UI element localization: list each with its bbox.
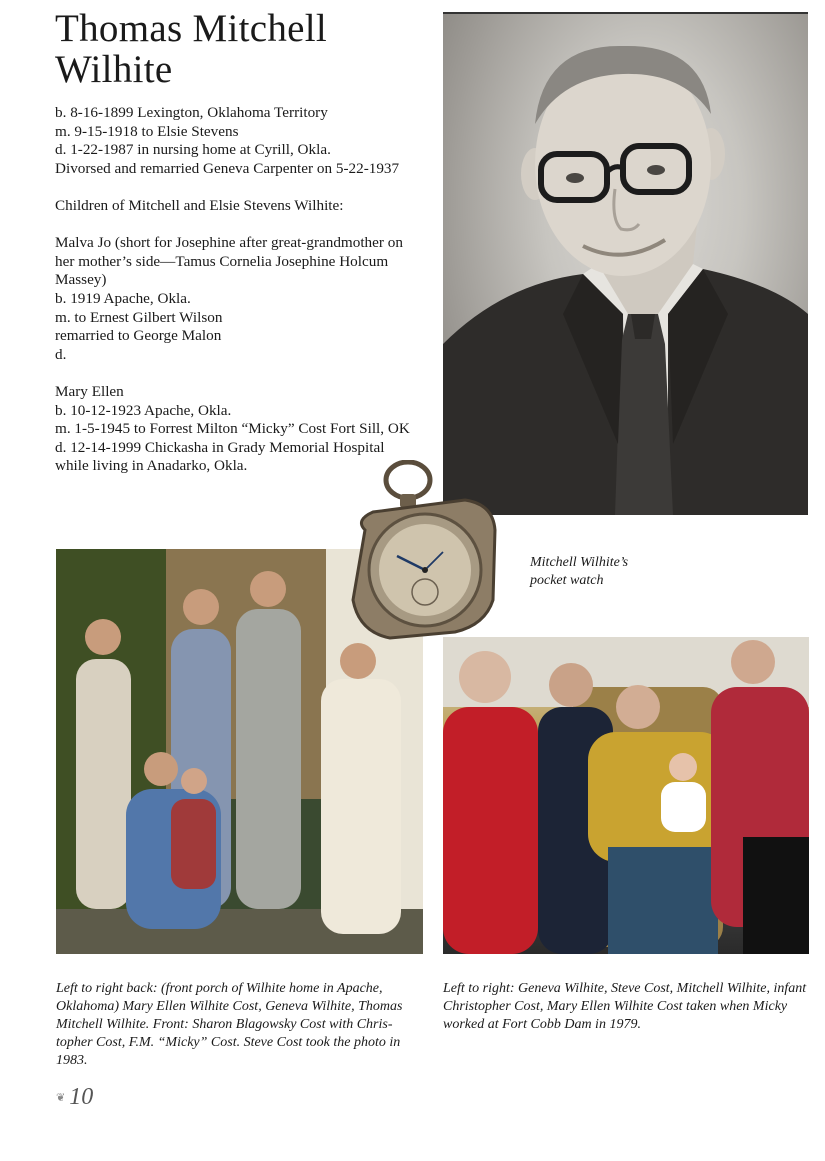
watch-caption-line: Mitchell Wilhite’s [530, 555, 629, 570]
bio-line: m. to Ernest Gilbert Wilson [55, 308, 223, 326]
bio-line: d. [55, 345, 67, 363]
paragraph-gap [55, 364, 435, 383]
watch-caption [530, 554, 670, 590]
bio-line: remarried to George Malon [55, 327, 222, 345]
watch-caption-line: pocket watch [530, 573, 604, 588]
portrait-illustration [443, 14, 808, 515]
pocket-watch-icon [345, 460, 500, 640]
couch-family-photo [443, 637, 809, 954]
pocket-watch-image [345, 460, 500, 640]
couch-photo-caption: Left to right: Geneva Wilhite, Steve Cost, Mitchell Wilhite, infant Christopher Cost, Mary Ellen Wilhite Cost taken when Micky worked at Fort Cobb Dam in 1979. [443, 981, 807, 1032]
paragraph-gap [55, 216, 435, 235]
bio-line: her mother’s side—Tamus Cornelia Josephine Holcum [55, 252, 389, 270]
bio-line: while living in Anadarko, Okla. [55, 457, 248, 475]
portrait-photo [443, 12, 808, 515]
bio-line: Children of Mitchell and Elsie Stevens Wilhite: [55, 196, 344, 214]
page-number-text: 10 [69, 1083, 94, 1110]
couch-illustration [443, 637, 809, 954]
biography-text [55, 104, 435, 476]
bio-line: b. 1919 Apache, Okla. [55, 289, 191, 307]
bio-line: Massey) [55, 271, 107, 289]
bio-line: Malva Jo (short for Josephine after great-grandmother on [55, 234, 403, 252]
bio-line: b. 8-16-1899 Lexington, Oklahoma Territory [55, 104, 328, 121]
bio-line: b. 10-12-1923 Apache, Okla. [55, 401, 232, 419]
bio-line: d. 12-14-1999 Chickasha in Grady Memorial Hospital [55, 438, 385, 456]
paragraph-gap [55, 178, 435, 197]
page-number [56, 1084, 93, 1110]
bio-line: m. 1-5-1945 to Forrest Milton “Micky” Cost Fort Sill, OK [55, 420, 410, 438]
bio-line: m. 9-15-1918 to Elsie Stevens [55, 122, 239, 140]
bio-line: Mary Ellen [55, 382, 124, 400]
page-title: Thomas Mitchell Wilhite [55, 7, 328, 91]
bio-line: d. 1-22-1987 in nursing home at Cyrill, Okla. [55, 141, 331, 159]
bio-line: Divorsed and remarried Geneva Carpenter on 5-22-1937 [55, 159, 400, 177]
porch-photo-caption: Left to right back: (front porch of Wilhite home in Apache, Oklahoma) Mary Ellen Wilhite Cost, Geneva Wilhite, Thomas Mitchell Wilhite. Front: Sharon Blagowsky Cost with Chris-topher Cost, F.M. “Micky” Cost. Steve Cost took the photo in 1983. [56, 981, 403, 1068]
leaf-ornament-icon: ❦ [56, 1091, 66, 1104]
